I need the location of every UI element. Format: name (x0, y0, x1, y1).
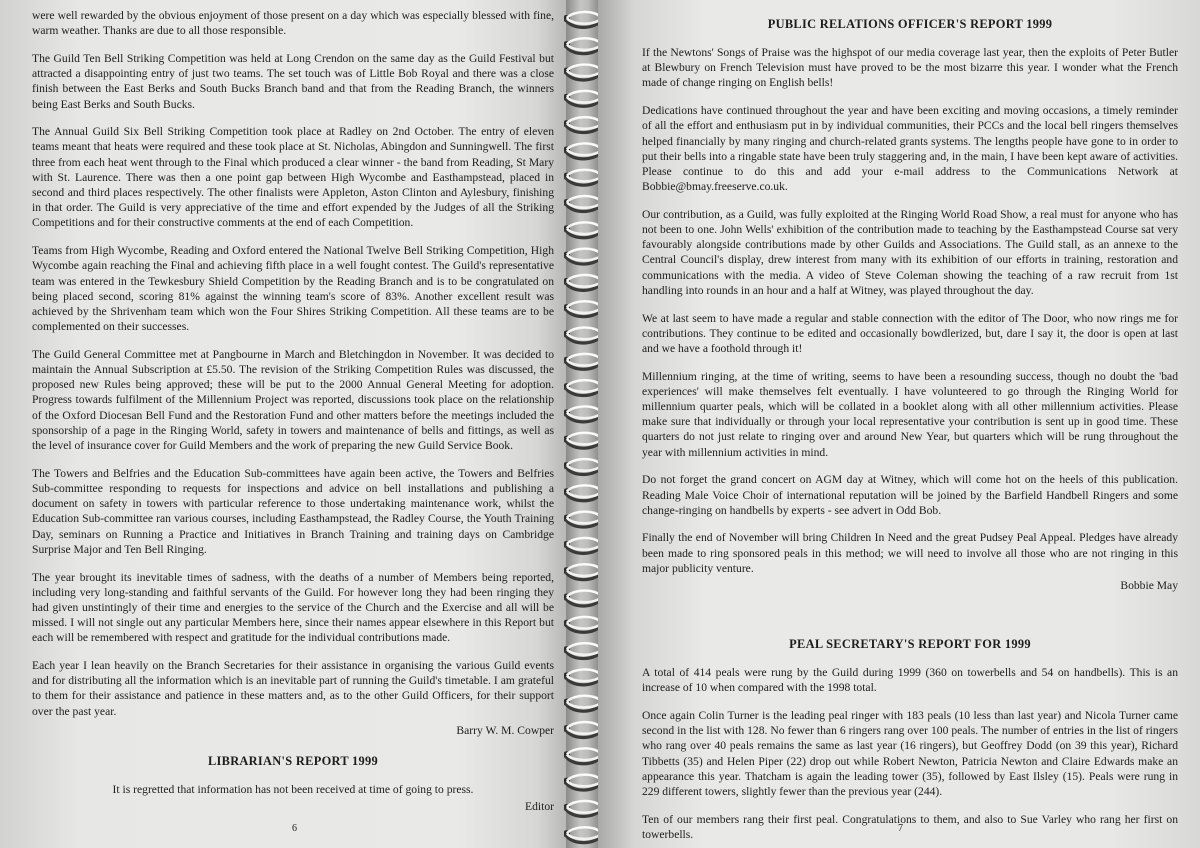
paragraph: The Towers and Belfries and the Education Sub-committees have again been active, the Towers and Belfries Sub-committee responding to requests for inspections and advice on bell installations and publishing a document on safety in towers with particular reference to those undertaking maintenance work, whilst the Education Sub-committee ran various courses, including Easthampstead, the Radley Course, the Youth Training Day, seminars on Running a Practice and Initiatives in Branch Training and training days on Cambridge Surprise Major and Ten Bell Ringing. (32, 466, 554, 556)
paragraph: Our contribution, as a Guild, was fully exploited at the Ringing World Road Show, a real must for anyone who has not been to one. John Wells' exhibition of the contribution made to teaching by the Easthampstead Course sat very favourably alongside contributions made by other Guilds and Associations. The Guild stall, as an annexe to the Central Council's display, drew interest from many with its exhibition of our efforts in training, restoration and communications with the media. A video of Steve Coleman showing the teaching of a raw recruit from 1st handling into rounds in an hour and a half at Witney, was played throughout the day. (642, 207, 1178, 297)
paragraph: Ten of our members rang their first peal. Congratulations to them, and also to Sue Varley who rang her first on towerbells. (642, 812, 1178, 841)
signoff-bobbie-may: Bobbie May (1120, 579, 1178, 593)
paragraph: Once again Colin Turner is the leading peal ringer with 183 peals (10 less than last year) and Nicola Turner came second in the list with 128. No fewer than 6 ringers rang over 100 peals. The number of entries in the list of ringers who rang over 40 peals remains the same as last year (16 ringers), but Geoffrey Dodd (on 39 this year), Richard Tibbetts (35) and Helen Piper (22) drop out while Robert Newton, Patricia Newton and Claire Edwards make an appearance this year. Thatcham is again the leading tower (35), followed by East Ilsley (15). Peals were rung in 229 different towers, slightly fewer than the previous year (244). (642, 709, 1178, 799)
pro-heading: PUBLIC RELATIONS OFFICER'S REPORT 1999 (767, 17, 1053, 31)
paragraph: The Guild Ten Bell Striking Competition was held at Long Crendon on the same day as the Guild Festival but attracted a disappointing entry of just two teams. The set touch was of Little Bob Royal and there was a close finish between the East Berks and South Bucks Branch band and that from the Reading Branch, the winners being East Berks and South Bucks. (32, 51, 554, 111)
signoff-cowper: Barry W. M. Cowper (456, 723, 554, 737)
signoff-editor: Editor (525, 800, 554, 814)
paragraph: Each year I lean heavily on the Branch Secretaries for their assistance in organising the various Guild events and for distributing all the information which is an inevitable part of running the Guild's timetable. I am grateful to them for their assistance and patience in these matters and, as to the other Guild Officers, for their support over the past year. (32, 659, 554, 718)
page-number: 7 (898, 823, 903, 834)
paragraph: The Guild General Committee met at Pangbourne in March and Bletchingdon in November. It was decided to maintain the Annual Subscription at £5.50. The revision of the Striking Competition Rules was discussed, the proposed new Rules being approved; these will be put to the 2000 Annual General Meeting for adoption. Progress towards fulfilment of the Millennium Project was reported, discussions took place on the relationship of the Oxford Diocesan Bell Fund and the Restoration Fund and other matters before the meetings included the sponsorship of a page in the Ringing World, safety in towers and maintenance of bells and fittings, as well as the level of insurance cover for Guild Members and the work of preparing the new Guild Service Book. (32, 347, 554, 453)
paragraph: Do not forget the grand concert on AGM day at Witney, which will come hot on the heels of this publication. Reading Male Voice Choir of international reputation will be joined by the Barfield Handbell Ringers and some change-ringing on handbells by experts - see advert in Odd Bob. (642, 473, 1178, 517)
paragraph: Dedications have continued throughout the year and have been exciting and moving occasions, a timely reminder of all the effort and enthusiasm put in by individual communities, their PCCs and the local bell ringers themselves helped financially by many ringing and church-related grants systems. The lengths people have gone to in order to put their bells into a ringable state have been truly staggering and, in the main, I have been kept aware of activities. Please continue to do this and add your e-mail address to the Communications Network at Bobbie@bmay.freeserve.co.uk. (642, 104, 1178, 194)
paragraph: were well rewarded by the obvious enjoyment of those present on a day which was especially blessed with fine, warm weather. Thanks are due to all those responsible. (32, 9, 554, 38)
left-page (0, 0, 572, 848)
paragraph: The Annual Guild Six Bell Striking Competition took place at Radley on 2nd October. The entry of eleven teams meant that heats were required and these took place at St. Nicholas, Abingdon and Sunningwell. The first three from each heat went through to the Final which produced a clear winner - the band from Reading, St Mary with St. Laurence. There was then a one point gap between High Wycombe and Easthampstead, placed in second and third places respectively. The other finalists were Appleton, Aston Clinton and Aylesbury, finishing in that order. The Guild is very appreciative of the time and effort expended by the Judges of all the Striking Competitions and for their constructive comments at the end of each Competition. (32, 125, 554, 230)
paragraph: Finally the end of November will bring Children In Need and the great Pudsey Peal Appeal. Pledges have already been made to ring sponsored peals in this method; we will need to involve all those who are not ringing in this major publicity venture. (642, 531, 1178, 575)
paragraph: If the Newtons' Songs of Praise was the highspot of our media coverage last year, then the exploits of Peter Butler at Blewbury on French Television must have proved to be the most bizarre this year. I wonder what the French made of change ringing on English bells! (642, 46, 1178, 90)
paragraph: The year brought its inevitable times of sadness, with the deaths of a number of Members being reported, including very long-standing and faithful servants of the Guild. For however long they had been ringing they had given unstintingly of their time and energies to the service of the Church and the Exercise and all will be missed. I will not single out any particular Members here, since their names appear elsewhere in this Report but each will be remembered with respect and gratitude for the individual contributions made. (32, 570, 554, 645)
paragraph: A total of 414 peals were rung by the Guild during 1999 (360 on towerbells and 54 on handbells). This is an increase of 10 when compared with the 1998 total. (642, 666, 1178, 695)
right-page (598, 0, 1200, 848)
paragraph: We at last seem to have made a regular and stable connection with the editor of The Door, who now rings me for contributions. They continue to be edited and occasionally bowdlerized, but, dare I say it, the door is open at last and we have a foothold through it! (642, 311, 1178, 355)
paragraph: Teams from High Wycombe, Reading and Oxford entered the National Twelve Bell Striking Competition, High Wycombe again reaching the Final and achieving fifth place in a well fought contest. The Guild's representative team was entered in the Tewkesbury Shield Competition by the Reading Branch and is to be congratulated on being placed second, scoring 81% against the winning team's score of 83%. Another excellent result was achieved by the Shrivenham team which won the Four Shires Striking Competition. All these teams are to be complemented on their successes. (32, 244, 554, 334)
page-number: 6 (292, 823, 297, 834)
librarian-heading: LIBRARIAN'S REPORT 1999 (207, 753, 379, 768)
peal-heading: PEAL SECRETARY'S REPORT FOR 1999 (789, 637, 1031, 652)
librarian-text: It is regretted that information has not been received at time of going to press. (112, 782, 474, 796)
paragraph: Millennium ringing, at the time of writing, seems to have been a resounding success, though no doubt the 'bad experiences' will make themselves felt eventually. I have volunteered to go through the Ringing World for millennium quarter peals, which will be collated in a booklet along with all other millennium activities. Please make sure that individually or through your local representative your contribution is sent up in good time. These quarters do not just relate to ringing over and around New Year, but quarters which will be rung throughout the year with millennium activities in mind. (642, 369, 1178, 459)
